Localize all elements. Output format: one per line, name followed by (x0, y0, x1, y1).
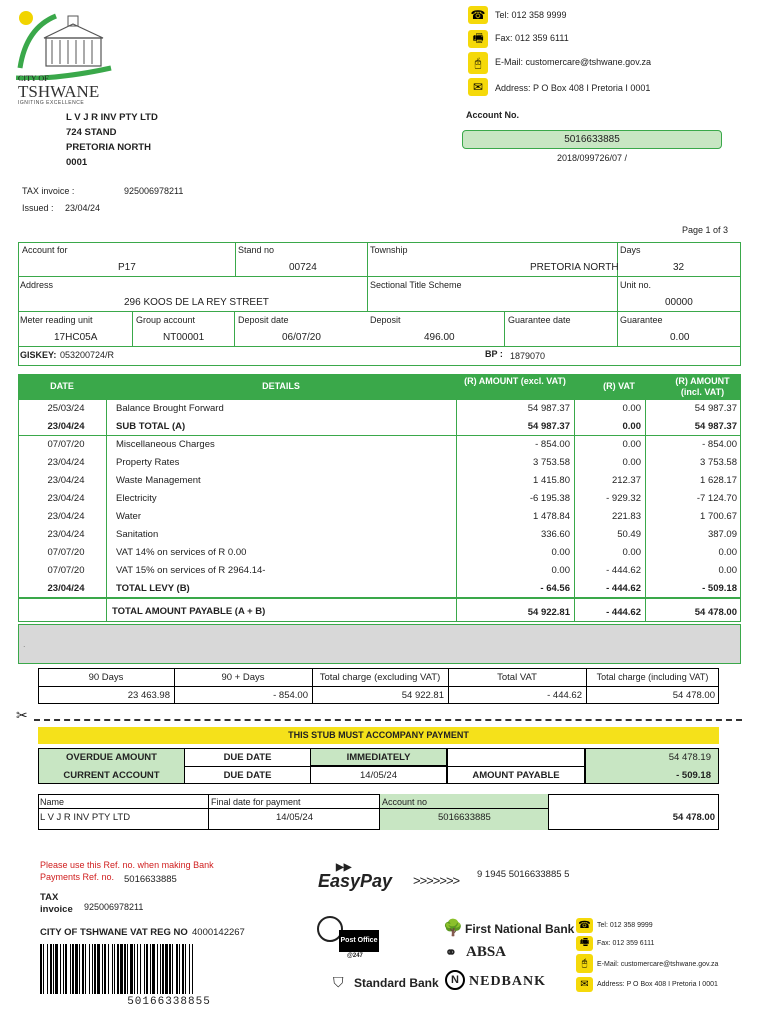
table-cell-date: 23/04/24 (47, 493, 85, 504)
logo-city-of: CITY OF (18, 74, 49, 83)
address-value: 296 KOOS DE LA REY STREET (124, 297, 269, 308)
account-number: 5016633885 (564, 134, 620, 145)
recipient-line4: 0001 (66, 157, 88, 168)
address-label: Address (20, 280, 54, 290)
account-no-label: Account no (382, 797, 428, 807)
envelope-icon: ✉ (468, 78, 488, 96)
total-vat: - 444.62 (606, 607, 641, 618)
table-cell-incl: 0.00 (718, 565, 737, 576)
table-header (18, 374, 741, 400)
table-row (18, 436, 741, 454)
table-cell-vat: - 444.62 (606, 565, 641, 576)
table-cell-vat: 221.83 (611, 511, 641, 522)
header-amount-incl: (R) AMOUNT (incl. VAT) (675, 376, 730, 397)
table-cell-incl: 387.09 (707, 529, 737, 540)
contact2-address: Address: P O Box 408 I Pretoria I 0001 (597, 981, 718, 988)
table-cell-details: SUB TOTAL (A) (116, 421, 186, 432)
account-number-box (462, 130, 722, 149)
stand-no-value: 00724 (289, 262, 317, 273)
table-cell-date: 23/04/24 (47, 511, 85, 522)
easypay-logo (318, 862, 392, 892)
table-row (18, 544, 741, 562)
issued-label: Issued : (22, 203, 54, 213)
table-cell-incl: 1 628.17 (700, 475, 737, 486)
table-row (18, 472, 741, 490)
account-for-value: P17 (118, 262, 136, 273)
table-cell-date: 07/07/20 (47, 439, 85, 450)
table-cell-incl: 0.00 (718, 547, 737, 558)
table-cell-details: Property Rates (116, 457, 180, 468)
post-office-text: Post Office (339, 930, 379, 952)
final-date-value: 14/05/24 (276, 812, 313, 823)
aging-value-90plus: - 854.00 (273, 690, 308, 701)
contact2-fax: Fax: 012 359 6111 (597, 940, 655, 947)
envelope-icon-2: ✉ (576, 977, 593, 992)
deposit-date-label: Deposit date (238, 315, 289, 325)
aging-header-90: 90 Days (88, 672, 124, 683)
table-cell-incl: -7 124.70 (696, 493, 737, 504)
post-office-sub: @247 (347, 953, 363, 959)
aging-value-90: 23 463.98 (127, 690, 170, 701)
cut-line (34, 719, 742, 721)
table-cell-incl: - 509.18 (702, 583, 737, 594)
message-box (18, 624, 741, 664)
table-cell-vat: 0.00 (622, 439, 641, 450)
aging-header-vat: Total VAT (497, 672, 537, 683)
giskey-value: 053200724/R (60, 350, 115, 360)
fax-icon: 🖷 (468, 30, 488, 48)
nedbank-logo: NEDBANK (469, 974, 547, 989)
bp-label: BP : (485, 349, 503, 359)
stub-amount: 54 478.00 (672, 812, 715, 823)
table-cell-date: 23/04/24 (47, 457, 85, 468)
table-row (18, 508, 741, 526)
deposit-date-value: 06/07/20 (282, 332, 321, 343)
fnb-logo: First National Bank (465, 922, 575, 936)
account-ref: 2018/099726/07 / (556, 153, 628, 163)
guarantee-label: Guarantee (620, 315, 663, 325)
tax-label-2: invoice (40, 904, 73, 915)
table-cell-excl: - 854.00 (535, 439, 570, 450)
table-cell-vat: 0.00 (622, 547, 641, 558)
account-label: Account No. (466, 110, 519, 120)
city-logo (16, 8, 116, 108)
vat-reg-label: CITY OF TSHWANE VAT REG NO (40, 927, 188, 938)
nedbank-icon: N (445, 970, 465, 990)
standard-bank-logo: Standard Bank (354, 976, 439, 990)
final-date-label: Final date for payment (211, 797, 301, 807)
due-date-value: 14/05/24 (360, 770, 397, 781)
deposit-value: 496.00 (424, 332, 455, 343)
easypay-arrows: >>>>>>> (413, 873, 460, 888)
table-cell-excl: -6 195.38 (529, 493, 570, 504)
table-cell-vat: 0.00 (622, 403, 641, 414)
overdue-amount: 54 478.19 (668, 752, 711, 763)
meter-value: 17HC05A (54, 332, 98, 343)
mouse-icon: 🖰 (468, 52, 488, 74)
table-cell-date: 23/04/24 (47, 583, 85, 594)
scissors-icon: ✂ (16, 707, 28, 723)
table-cell-incl: 3 753.58 (700, 457, 737, 468)
guarantee-date-label: Guarantee date (508, 315, 571, 325)
table-cell-details: TOTAL LEVY (B) (116, 583, 190, 594)
easypay-number: 9 1945 5016633885 5 (477, 869, 570, 880)
days-value: 32 (673, 262, 685, 273)
table-cell-date: 23/04/24 (47, 529, 85, 540)
table-row (18, 526, 741, 544)
aging-header-excl: Total charge (excluding VAT) (319, 672, 441, 683)
table-cell-vat: 0.00 (622, 457, 641, 468)
table-row (18, 400, 741, 418)
amount-payable-value: - 509.18 (676, 770, 711, 781)
tax-invoice-number: 925006978211 (124, 186, 184, 196)
table-cell-excl: 1 478.84 (533, 511, 570, 522)
table-cell-incl: 54 987.37 (694, 403, 737, 414)
aging-value-incl: 54 478.00 (672, 690, 715, 701)
group-account-value: NT00001 (163, 332, 205, 343)
aging-header-90plus: 90 + Days (221, 672, 265, 683)
header-date: DATE (50, 381, 74, 391)
table-cell-excl: 336.60 (540, 529, 570, 540)
unit-no-label: Unit no. (620, 280, 652, 290)
stub-banner: THIS STUB MUST ACCOMPANY PAYMENT (38, 727, 719, 744)
table-cell-vat: 0.00 (622, 421, 641, 432)
easypay-text: EasyPay (318, 871, 393, 891)
total-excl: 54 922.81 (527, 607, 570, 618)
payment-barcode (40, 944, 298, 994)
amount-payable-label: AMOUNT PAYABLE (472, 770, 560, 781)
standard-bank-icon: ⛉ (333, 974, 344, 990)
recipient-line3: PRETORIA NORTH (66, 142, 151, 153)
overdue-label: OVERDUE AMOUNT (66, 752, 157, 763)
table-cell-details: Water (116, 511, 141, 522)
account-for-label: Account for (22, 245, 68, 255)
days-label: Days (620, 245, 641, 255)
table-row (18, 562, 741, 580)
unit-no-value: 00000 (665, 297, 693, 308)
phone-icon-2: ☎ (576, 918, 593, 933)
group-account-label: Group account (136, 315, 196, 325)
table-cell-excl: 1 415.80 (533, 475, 570, 486)
recipient-line2: 724 STAND (66, 127, 117, 138)
contact-address: Address: P O Box 408 I Pretoria I 0001 (495, 83, 651, 93)
table-cell-details: Balance Brought Forward (116, 403, 224, 414)
easypay-arrow-icon: ▶▶ (336, 862, 352, 873)
ref-note-2: Payments Ref. no. (40, 872, 115, 882)
city-hall-emblem (16, 8, 116, 80)
aging-value-vat: - 444.62 (547, 690, 582, 701)
header-details: DETAILS (262, 381, 300, 391)
total-incl: 54 478.00 (694, 607, 737, 618)
contact-fax: Fax: 012 359 6111 (495, 33, 569, 43)
barcode-number: 50166338855 (127, 996, 211, 1008)
issued-date: 23/04/24 (65, 203, 101, 213)
logo-tshwane: TSHWANE (18, 82, 100, 101)
name-value: L V J R INV PTY LTD (40, 812, 131, 823)
table-cell-vat: - 929.32 (606, 493, 641, 504)
page-indicator: Page 1 of 3 (682, 225, 729, 235)
name-label: Name (40, 797, 65, 807)
fax-icon-2: 🖷 (576, 936, 593, 951)
table-row (18, 580, 741, 598)
table-cell-details: Sanitation (116, 529, 159, 540)
post-office-logo (317, 916, 381, 966)
table-row (18, 454, 741, 472)
meter-label: Meter reading unit (20, 315, 93, 325)
fnb-icon: 🌳 (443, 920, 463, 937)
due-date-label-2: DUE DATE (223, 770, 272, 781)
absa-icon: ⚭ (445, 944, 457, 960)
contact-tel: Tel: 012 358 9999 (495, 10, 567, 20)
current-account-label: CURRENT ACCOUNT (63, 770, 160, 781)
phone-icon: ☎ (468, 6, 488, 24)
sectional-title-label: Sectional Title Scheme (370, 280, 462, 290)
table-cell-date: 07/07/20 (47, 547, 85, 558)
tax-number: 925006978211 (84, 902, 144, 912)
guarantee-value: 0.00 (670, 332, 690, 343)
tax-label-1: TAX (40, 892, 59, 903)
table-cell-vat: 212.37 (611, 475, 641, 486)
due-date-label-1: DUE DATE (223, 752, 272, 763)
table-cell-excl: 3 753.58 (533, 457, 570, 468)
township-value: PRETORIA NORTH (530, 262, 619, 273)
mouse-icon-2: 🖰 (576, 954, 593, 973)
giskey-label: GISKEY: (20, 350, 57, 360)
table-row (18, 418, 741, 436)
table-cell-vat: 50.49 (617, 529, 641, 540)
table-cell-details: VAT 15% on services of R 2964.14- (116, 565, 266, 576)
table-cell-excl: 0.00 (551, 547, 570, 558)
table-cell-date: 25/03/24 (47, 403, 85, 414)
ref-note-1: Please use this Ref. no. when making Bank (40, 860, 214, 870)
table-cell-date: 23/04/24 (47, 421, 85, 432)
table-cell-incl: - 854.00 (702, 439, 737, 450)
stand-no-label: Stand no (238, 245, 275, 255)
vat-reg-number: 4000142267 (192, 927, 245, 938)
table-row (18, 490, 741, 508)
bp-value: 1879070 (510, 351, 546, 361)
table-cell-details: Miscellaneous Charges (116, 439, 215, 450)
table-cell-date: 23/04/24 (47, 475, 85, 486)
table-cell-details: Electricity (116, 493, 157, 504)
contact2-tel: Tel: 012 358 9999 (597, 922, 653, 929)
recipient-line1: L V J R INV PTY LTD (66, 112, 158, 123)
header-vat: (R) VAT (603, 381, 635, 391)
table-cell-incl: 54 987.37 (694, 421, 737, 432)
contact-email: E-Mail: customercare@tshwane.gov.za (495, 57, 652, 67)
table-cell-excl: 54 987.37 (527, 403, 570, 414)
table-cell-excl: - 64.56 (540, 583, 570, 594)
township-label: Township (370, 245, 408, 255)
immediately-label: IMMEDIATELY (346, 752, 411, 763)
table-cell-details: Waste Management (116, 475, 201, 486)
ref-number: 5016633885 (124, 874, 177, 885)
account-no-value: 5016633885 (438, 812, 491, 823)
table-cell-incl: 1 700.67 (700, 511, 737, 522)
table-cell-details: VAT 14% on services of R 0.00 (116, 547, 247, 558)
aging-header-incl: Total charge (including VAT) (596, 672, 709, 682)
table-cell-excl: 54 987.37 (527, 421, 570, 432)
tax-invoice-label: TAX invoice : (22, 186, 75, 196)
table-cell-excl: 0.00 (551, 565, 570, 576)
aging-value-excl: 54 922.81 (401, 690, 444, 701)
logo-tagline: IGNITING EXCELLENCE (18, 100, 85, 106)
absa-logo: ABSA (466, 944, 507, 960)
deposit-label: Deposit (370, 315, 401, 325)
message-text: . (23, 639, 26, 649)
total-label: TOTAL AMOUNT PAYABLE (A + B) (112, 606, 266, 617)
header-amount-excl: (R) AMOUNT (excl. VAT) (464, 376, 566, 386)
table-cell-vat: - 444.62 (606, 583, 641, 594)
table-cell-date: 07/07/20 (47, 565, 85, 576)
contact2-email: E-Mail: customercare@tshwane.gov.za (597, 961, 719, 968)
